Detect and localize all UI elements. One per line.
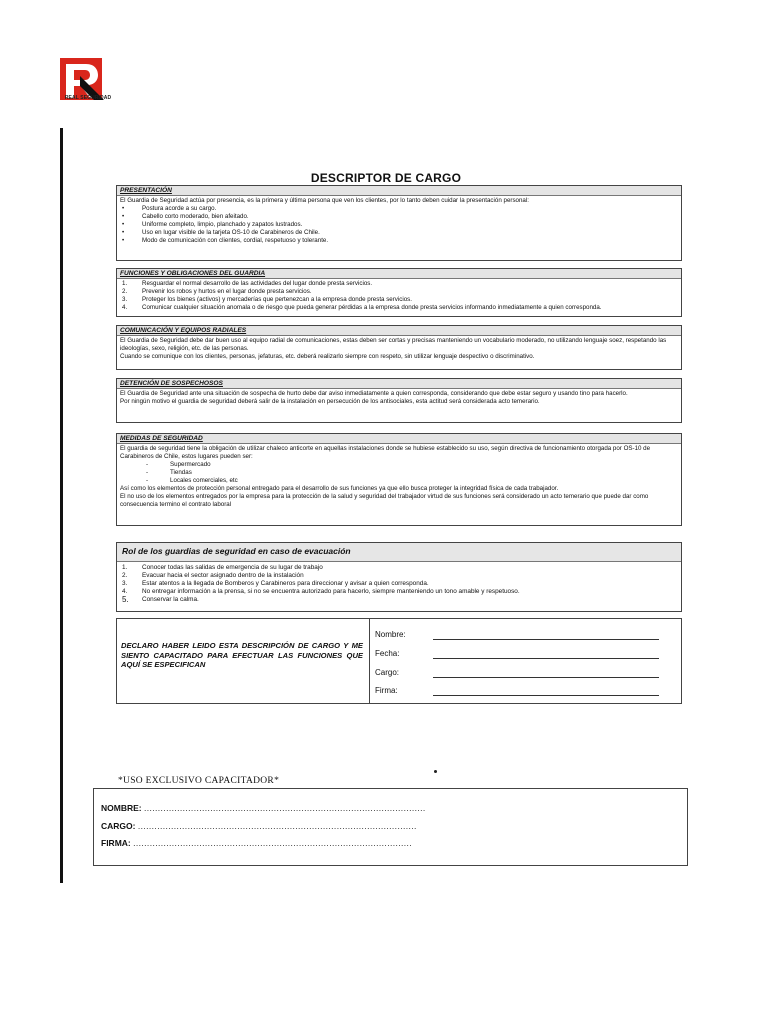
page-title: DESCRIPTOR DE CARGO — [310, 171, 462, 185]
list-item: 2. Prevenir los robos y hurtos en el lugar donde presta servicios. — [122, 288, 312, 295]
section-funciones — [116, 268, 682, 317]
list-item: 4. No entregar información a la prensa, si no se encuentra autorizado para hacerlo, siempre manteniendo un tono amable y respetuoso. — [122, 588, 520, 595]
list-item: 5. Conservar la calma. — [122, 595, 199, 604]
list-item: 3. Estar atentos a la llegada de Bomberos y Carabineros para direccionar y avisar a quien corresponda. — [122, 580, 429, 587]
fecha-label: Fecha: — [375, 649, 400, 658]
firma-field[interactable] — [375, 686, 398, 695]
cargo-line[interactable] — [433, 677, 659, 678]
capacitador-firma-dots[interactable]: ..................................................................................................... — [133, 838, 413, 848]
stray-mark — [434, 770, 437, 773]
paragraph: Por ningún motivo el guardia de seguridad deberá salir de la instalación en persecución de los antisociales, esta actitud será considerada acto temerario. — [120, 398, 540, 405]
list-item: • Uniforme completo, limpio, planchado y zapatos lustrados. — [122, 221, 303, 228]
nombre-field[interactable] — [375, 630, 406, 639]
section-heading: COMUNICACIÓN Y EQUIPOS RADIALES — [117, 326, 681, 336]
capacitador-firma-row[interactable] — [101, 838, 412, 848]
capacitador-cargo-label: CARGO: — [101, 821, 136, 831]
nombre-line[interactable] — [433, 639, 659, 640]
paragraph: Así como los elementos de protección personal entregado para el desarrollo de sus funciones ya que ello busca proteger la integridad física de cada trabajador. — [120, 485, 559, 492]
list-item: • Uso en lugar visible de la tarjeta OS-10 de Carabineros de Chile. — [122, 229, 320, 236]
declaration-text-cell — [117, 619, 370, 703]
section-heading: DETENCIÓN DE SOSPECHOSOS — [117, 379, 681, 389]
section-heading: PRESENTACIÓN — [117, 186, 681, 196]
declaration-box — [116, 618, 682, 704]
paragraph: El Guardia de Seguridad debe dar buen uso al equipo radial de comunicaciones, estas deben ser cortas y precisas manteniendo un vocabulario moderado, no utilizando lenguaje soez, respetando las ideologías, sexo, religión, etc. de las personas. — [120, 337, 667, 352]
capacitador-nombre-row[interactable] — [101, 803, 426, 813]
fecha-field[interactable] — [375, 649, 399, 658]
capacitador-cargo-dots[interactable]: ..................................................................................................... — [137, 821, 417, 831]
list-item: 2. Evacuar hacia el sector asignado dentro de la instalación — [122, 572, 304, 579]
capacitador-firma-label: FIRMA: — [101, 838, 131, 848]
section-evacuacion — [116, 542, 682, 612]
paragraph: El Guardia de Seguridad ante una situación de sospecha de hurto debe dar aviso inmediatamente a quien corresponda, considerando que debe estar seguro y usando tino para hacerlo. — [120, 390, 628, 397]
list-item: - Tiendas — [146, 469, 192, 476]
cargo-label: Cargo: — [375, 668, 400, 677]
capacitador-nombre-dots[interactable]: ...................................................................................................... — [143, 803, 426, 813]
section-intro: El Guardia de Seguridad actúa por presencia, es la primera y última persona que ven los clientes, por lo tanto deben cuidar la presentación personal: — [120, 197, 529, 204]
firma-line[interactable] — [433, 695, 659, 696]
page-edge-bar — [60, 128, 63, 883]
capacitador-cargo-row[interactable] — [101, 821, 417, 831]
uso-exclusivo-label: *USO EXCLUSIVO CAPACITADOR* — [118, 776, 280, 786]
firma-label: Firma: — [375, 686, 398, 695]
paragraph: Cuando se comunique con los clientes, personas, jefaturas, etc. deberá realizarlo siempre con respeto, sin utilizar lenguaje despectivo o discriminativo. — [120, 353, 535, 360]
list-item: - Supermercado — [146, 461, 211, 468]
list-item: • Modo de comunicación con clientes, cordial, respetuoso y tolerante. — [122, 237, 329, 244]
section-detencion — [116, 378, 682, 423]
list-item: 1. Conocer todas las salidas de emergencia de su lugar de trabajo — [122, 564, 323, 571]
section-heading: Rol de los guardias de seguridad en caso de evacuación — [117, 543, 681, 562]
section-comunicacion — [116, 325, 682, 370]
paragraph: El guardia de seguridad tiene la obligación de utilizar chaleco anticorte en aquellas instalaciones donde se hubiese establecido su uso, según directiva de funcionamiento otorgada por OS-10 de Carabineros de Chile, estos lugares pueden ser: — [120, 445, 651, 460]
declaration-text: DECLARO HABER LEIDO ESTA DESCRIPCIÓN DE CARGO Y ME SIENTO CAPACITADO PARA EFECTUAR LAS FUNCIONES QUE AQUÍ SE ESPECIFICAN — [121, 641, 363, 669]
list-item: 3. Proteger los bienes (activos) y mercaderías que pertenezcan a la empresa donde presta servicios. — [122, 296, 412, 303]
list-item: - Locales comerciales, etc — [146, 477, 238, 484]
nombre-label: Nombre: — [375, 630, 406, 639]
list-item: 4. Comunicar cualquier situación anomala o de riesgo que pueda generar pérdidas a la empresa donde presta servicios informando inmediatamente a quien corresponda. — [122, 304, 602, 311]
list-item: • Postura acorde a su cargo. — [122, 205, 217, 212]
cargo-field[interactable] — [375, 668, 399, 677]
fecha-line[interactable] — [433, 658, 659, 659]
section-heading: FUNCIONES Y OBLIGACIONES DEL GUARDIA — [117, 269, 681, 279]
capacitador-nombre-label: NOMBRE: — [101, 803, 142, 813]
section-presentacion — [116, 185, 682, 261]
capacitador-box — [93, 788, 688, 866]
list-item: 1. Resguardar el normal desarrollo de las actividades del lugar donde presta servicios. — [122, 280, 373, 287]
paragraph: El no uso de los elementos entregados por la empresa para la protección de la salud y seguridad del trabajador virtud de sus funciones será considerado un acto temerario que puede dar como consecuencia termino el contrato laboral — [120, 493, 649, 508]
list-item: • Cabello corto moderado, bien afeitado. — [122, 213, 249, 220]
section-heading: MEDIDAS DE SEGURIDAD — [117, 434, 681, 444]
section-medidas — [116, 433, 682, 526]
logo-caption: REAL SEGURIDAD — [64, 95, 112, 101]
